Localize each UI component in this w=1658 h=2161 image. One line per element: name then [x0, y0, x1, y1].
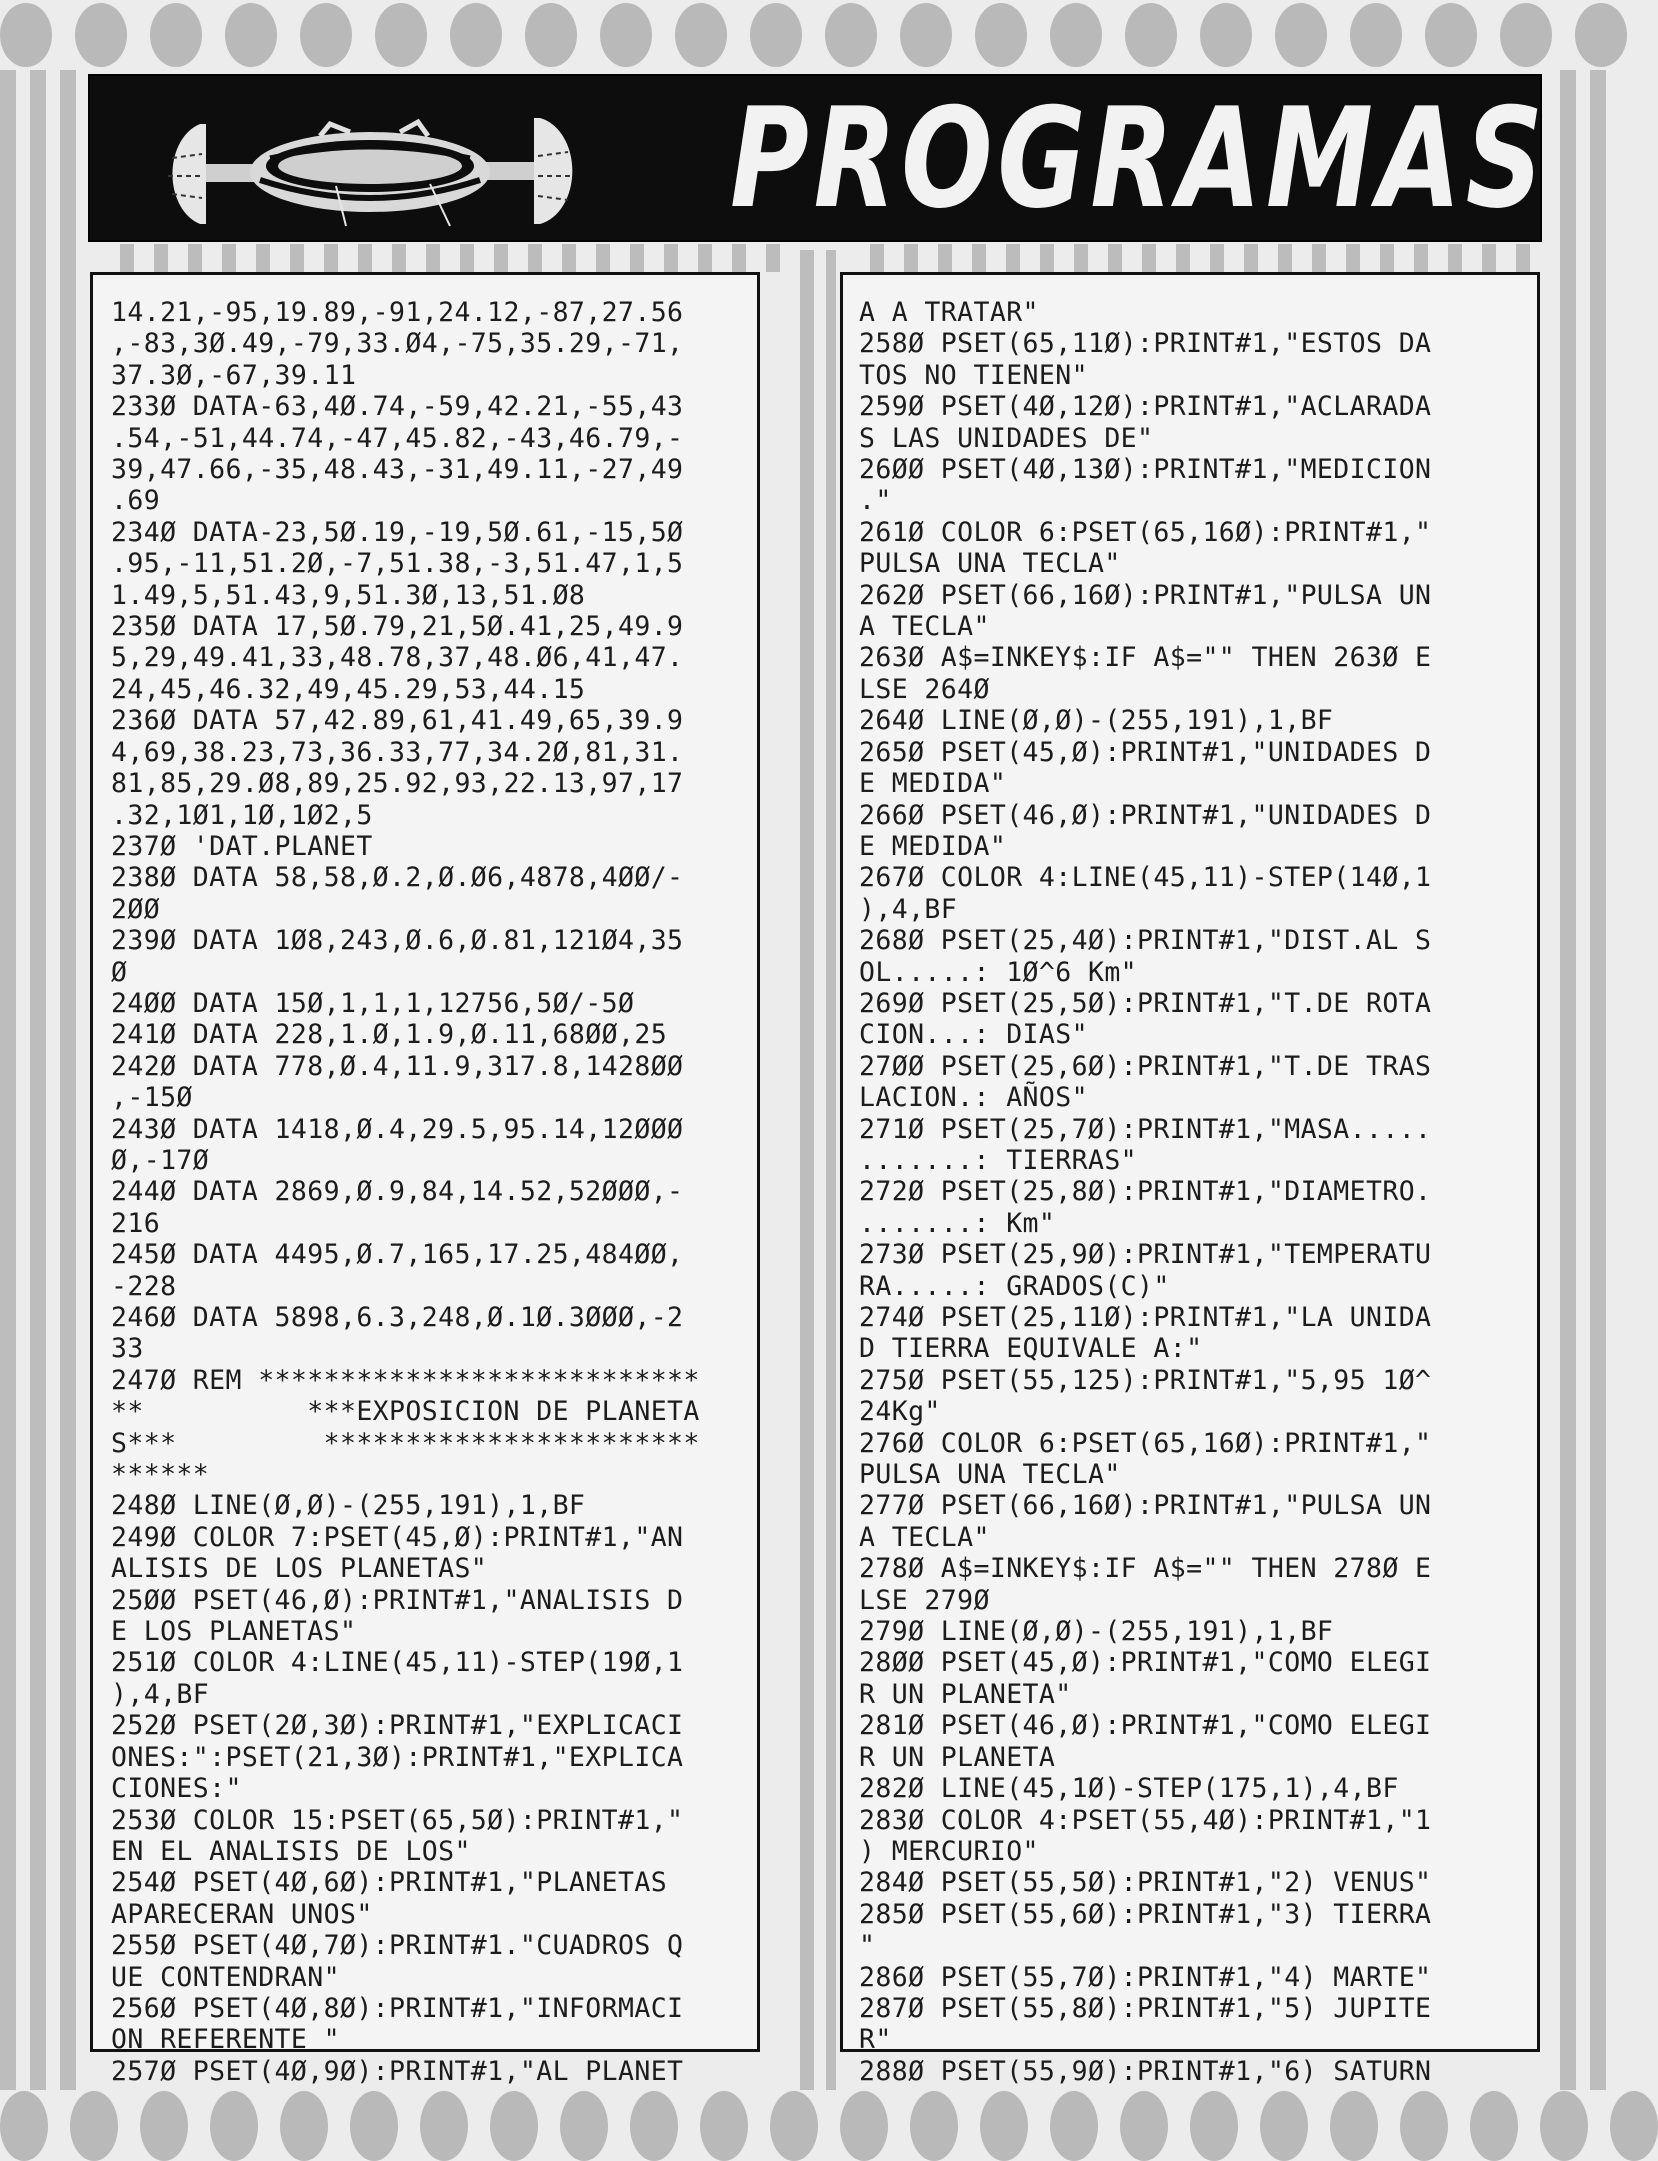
decorative-dot: [1500, 3, 1552, 67]
code-line: 233Ø DATA-63,4Ø.74,-59,42.21,-55,43: [111, 391, 684, 423]
decorative-stripe: [426, 244, 440, 272]
decorative-dot: [1425, 3, 1477, 67]
code-line: ": [859, 1930, 876, 1962]
code-line: CION...: DIAS": [859, 1019, 1088, 1051]
code-line: 252Ø PSET(2Ø,3Ø):PRINT#1,"EXPLICACI: [111, 1710, 684, 1742]
code-line: 37.3Ø,-67,39.11: [111, 359, 357, 391]
decorative-stripe: [324, 244, 338, 272]
code-line: LACION.: AÑOS": [859, 1082, 1088, 1114]
decorative-stripe: [120, 244, 134, 272]
decorative-dot: [300, 3, 352, 67]
decorative-dot: [980, 2091, 1028, 2161]
decorative-dot: [750, 3, 802, 67]
code-line: 272Ø PSET(25,8Ø):PRINT#1,"DIAMETRO.: [859, 1176, 1432, 1208]
code-line: 283Ø COLOR 4:PSET(55,4Ø):PRINT#1,"1: [859, 1804, 1432, 1836]
code-line: RA.....: GRADOS(C)": [859, 1270, 1170, 1302]
decorative-dot: [1190, 2091, 1238, 2161]
section-header-banner: [88, 74, 1548, 242]
decorative-stripe: [1142, 244, 1156, 272]
code-line: 261Ø COLOR 6:PSET(65,16Ø):PRINT#1,": [859, 516, 1432, 548]
decorative-dot: [420, 2091, 468, 2161]
bottom-dot-border: [0, 2088, 1620, 2158]
code-line: 28ØØ PSET(45,Ø):PRINT#1,"COMO ELEGI: [859, 1647, 1432, 1679]
code-line: 239Ø DATA 1Ø8,243,Ø.6,Ø.81,121Ø4,35: [111, 925, 684, 957]
code-line: 241Ø DATA 228,1.Ø,1.9,Ø.11,68ØØ,25: [111, 1019, 668, 1051]
code-line: E LOS PLANETAS": [111, 1616, 357, 1648]
code-line: A A TRATAR": [859, 297, 1039, 328]
code-line: .32,1Ø1,1Ø,1Ø2,5: [111, 799, 373, 831]
code-line: 26ØØ PSET(4Ø,13Ø):PRINT#1,"MEDICION: [859, 454, 1432, 486]
code-line: ,-83,3Ø.49,-79,33.Ø4,-75,35.29,-71,: [111, 328, 684, 360]
decorative-stripe: [870, 244, 884, 272]
top-dot-border: [0, 0, 1620, 70]
header-underline-stripes-left: [120, 244, 800, 272]
code-line: 275Ø PSET(55,125):PRINT#1,"5,95 1Ø^: [859, 1364, 1432, 1396]
decorative-dot: [1330, 2091, 1378, 2161]
code-line: 259Ø PSET(4Ø,12Ø):PRINT#1,"ACLARADA: [859, 391, 1432, 423]
decorative-stripe: [358, 244, 372, 272]
decorative-stripe: [1040, 244, 1054, 272]
code-line: 237Ø 'DAT.PLANET: [111, 830, 373, 862]
code-listing-left-column: [90, 272, 760, 2087]
code-line: 267Ø COLOR 4:LINE(45,11)-STEP(14Ø,1: [859, 862, 1432, 894]
code-line: 276Ø COLOR 6:PSET(65,16Ø):PRINT#1,": [859, 1427, 1432, 1459]
decorative-stripe: [1074, 244, 1088, 272]
decorative-dot: [840, 2091, 888, 2161]
right-stripe-border: [1560, 70, 1620, 2090]
decorative-dot: [525, 3, 577, 67]
decorative-stripe: [1380, 244, 1394, 272]
code-line: 279Ø LINE(Ø,Ø)-(255,191),1,BF: [859, 1616, 1334, 1648]
code-line: 5,29,49.41,33,48.78,37,48.Ø6,41,47.: [111, 642, 684, 674]
code-line: A TECLA": [859, 611, 990, 643]
code-line: 256Ø PSET(4Ø,8Ø):PRINT#1,"INFORMACI: [111, 1992, 684, 2024]
decorative-stripe: [1482, 244, 1496, 272]
code-line: Ø: [111, 956, 128, 988]
code-line: ** ***EXPOSICION DE PLANETA: [111, 1396, 700, 1428]
decorative-dot: [70, 2091, 118, 2161]
decorative-stripe: [1346, 244, 1360, 272]
decorative-dot: [490, 2091, 538, 2161]
decorative-stripe: [596, 244, 610, 272]
code-line: 246Ø DATA 5898,6.3,248,Ø.1Ø.3ØØØ,-2: [111, 1302, 684, 1333]
code-line: .69: [111, 485, 161, 517]
code-line: 271Ø PSET(25,7Ø):PRINT#1,"MASA.....: [859, 1113, 1432, 1145]
code-line: 216: [111, 1207, 161, 1239]
code-line: ),4,BF: [111, 1678, 210, 1710]
decorative-stripe: [188, 244, 202, 272]
code-line: PULSA UNA TECLA": [859, 548, 1121, 580]
code-line: 253Ø COLOR 15:PSET(65,5Ø):PRINT#1,": [111, 1804, 684, 1836]
code-line: S*** ***********************: [111, 1427, 700, 1459]
decorative-dot: [1540, 2091, 1588, 2161]
decorative-dot: [600, 3, 652, 67]
decorative-dot: [140, 2091, 188, 2161]
decorative-dot: [350, 2091, 398, 2161]
decorative-dot: [630, 2091, 678, 2161]
code-line: PULSA UNA TECLA": [859, 1459, 1121, 1491]
decorative-dot: [0, 2091, 48, 2161]
code-line: ON REFERENTE ": [111, 2024, 340, 2056]
code-line: .......: Km": [859, 1207, 1056, 1239]
code-line: D TIERRA EQUIVALE A:": [859, 1333, 1203, 1365]
basic-code-block: [859, 297, 1537, 2087]
header-underline-stripes-right: [870, 244, 1550, 272]
code-line: 288Ø PSET(55,9Ø):PRINT#1,"6) SATURN: [859, 2055, 1432, 2087]
decorative-stripe: [528, 244, 542, 272]
decorative-stripe: [1210, 244, 1224, 272]
code-line: 277Ø PSET(66,16Ø):PRINT#1,"PULSA UN: [859, 1490, 1432, 1522]
decorative-dot: [1050, 2091, 1098, 2161]
code-listing-right-column: [840, 272, 1540, 2087]
code-line: 278Ø A$=INKEY$:IF A$="" THEN 278Ø E: [859, 1553, 1432, 1585]
code-line: ),4,BF: [859, 893, 958, 925]
code-line: S LAS UNIDADES DE": [859, 422, 1154, 454]
code-line: .......: TIERRAS": [859, 1144, 1138, 1176]
code-line: 263Ø A$=INKEY$:IF A$="" THEN 263Ø E: [859, 642, 1432, 674]
decorative-stripe: [972, 244, 986, 272]
code-line: 244Ø DATA 2869,Ø.9,84,14.52,52ØØØ,-: [111, 1176, 684, 1208]
code-line: .": [859, 485, 892, 517]
code-line: Ø,-17Ø: [111, 1144, 210, 1176]
code-line: 251Ø COLOR 4:LINE(45,11)-STEP(19Ø,1: [111, 1647, 684, 1679]
decorative-dot: [225, 3, 277, 67]
code-line: 262Ø PSET(66,16Ø):PRINT#1,"PULSA UN: [859, 579, 1432, 611]
decorative-stripe: [698, 244, 712, 272]
decorative-stripe: [938, 244, 952, 272]
decorative-dot: [375, 3, 427, 67]
code-line: 265Ø PSET(45,Ø):PRINT#1,"UNIDADES D: [859, 736, 1432, 768]
code-line: 1.49,5,51.43,9,51.3Ø,13,51.Ø8: [111, 579, 586, 611]
code-line: OL.....: 1Ø^6 Km": [859, 956, 1138, 988]
code-line: 4,69,38.23,73,36.33,77,34.2Ø,81,31.: [111, 736, 684, 768]
code-line: 282Ø LINE(45,1Ø)-STEP(175,1),4,BF: [859, 1773, 1399, 1805]
decorative-stripe: [1176, 244, 1190, 272]
decorative-stripe: [904, 244, 918, 272]
decorative-dot: [1470, 2091, 1518, 2161]
decorative-stripe: [494, 244, 508, 272]
code-line: .95,-11,51.2Ø,-7,51.38,-3,51.47,1,5: [111, 548, 684, 580]
decorative-stripe: [1516, 244, 1530, 272]
decorative-dot: [700, 2091, 748, 2161]
code-line: 274Ø PSET(25,11Ø):PRINT#1,"LA UNIDA: [859, 1302, 1432, 1333]
decorative-stripe: [392, 244, 406, 272]
decorative-stripe: [1448, 244, 1462, 272]
decorative-dot: [75, 3, 127, 67]
code-line: 255Ø PSET(4Ø,7Ø):PRINT#1."CUADROS Q: [111, 1930, 684, 1962]
code-line: R UN PLANETA": [859, 1678, 1072, 1710]
code-line: 287Ø PSET(55,8Ø):PRINT#1,"5) JUPITE: [859, 1992, 1432, 2024]
code-line: R": [859, 2024, 892, 2056]
decorative-stripe: [1278, 244, 1292, 272]
code-line: 257Ø PSET(4Ø,9Ø):PRINT#1,"AL PLANET: [111, 2055, 684, 2087]
decorative-dot: [1275, 3, 1327, 67]
code-line: 286Ø PSET(55,7Ø):PRINT#1,"4) MARTE": [859, 1961, 1432, 1993]
code-line: 235Ø DATA 17,5Ø.79,21,5Ø.41,25,49.9: [111, 611, 684, 643]
decorative-dot: [1575, 3, 1627, 67]
code-line: 248Ø LINE(Ø,Ø)-(255,191),1,BF: [111, 1490, 586, 1522]
code-line: 27ØØ PSET(25,6Ø):PRINT#1,"T.DE TRAS: [859, 1050, 1432, 1082]
code-line: ALISIS DE LOS PLANETAS": [111, 1553, 488, 1585]
basic-code-block: [111, 297, 757, 2087]
code-line: 249Ø COLOR 7:PSET(45,Ø):PRINT#1,"AN: [111, 1521, 684, 1553]
code-line: A TECLA": [859, 1521, 990, 1553]
code-line: 273Ø PSET(25,9Ø):PRINT#1,"TEMPERATU: [859, 1239, 1432, 1271]
decorative-dot: [1350, 3, 1402, 67]
decorative-stripe: [460, 244, 474, 272]
code-line: 269Ø PSET(25,5Ø):PRINT#1,"T.DE ROTA: [859, 987, 1432, 1019]
decorative-dot: [450, 3, 502, 67]
decorative-dot: [975, 3, 1027, 67]
code-line: .54,-51,44.74,-47,45.82,-43,46.79,-: [111, 422, 684, 454]
code-line: 39,47.66,-35,48.43,-31,49.11,-27,49: [111, 454, 684, 486]
decorative-dot: [1610, 2091, 1658, 2161]
decorative-dot: [1400, 2091, 1448, 2161]
code-line: 238Ø DATA 58,58,Ø.2,Ø.Ø6,4878,4ØØ/-: [111, 862, 684, 894]
code-line: 24Kg": [859, 1396, 941, 1428]
decorative-stripe: [630, 244, 644, 272]
decorative-dot: [1120, 2091, 1168, 2161]
decorative-dot: [150, 3, 202, 67]
decorative-stripe: [562, 244, 576, 272]
decorative-dot: [770, 2091, 818, 2161]
decorative-stripe: [732, 244, 746, 272]
code-line: 81,85,29.Ø8,89,25.92,93,22.13,97,17: [111, 768, 684, 800]
code-line: 285Ø PSET(55,6Ø):PRINT#1,"3) TIERRA: [859, 1898, 1432, 1930]
code-line: ONES:":PSET(21,3Ø):PRINT#1,"EXPLICA: [111, 1741, 684, 1773]
decorative-stripe: [1006, 244, 1020, 272]
decorative-stripe: [154, 244, 168, 272]
code-line: 284Ø PSET(55,5Ø):PRINT#1,"2) VENUS": [859, 1867, 1432, 1899]
code-line: 234Ø DATA-23,5Ø.19,-19,5Ø.61,-15,5Ø: [111, 516, 684, 548]
left-stripe-border: [0, 70, 90, 2090]
decorative-dot: [1260, 2091, 1308, 2161]
decorative-stripe: [1414, 244, 1428, 272]
decorative-stripe: [256, 244, 270, 272]
code-line: TOS NO TIENEN": [859, 359, 1088, 391]
decorative-dot: [280, 2091, 328, 2161]
code-line: 247Ø REM ***************************: [111, 1364, 700, 1396]
decorative-dot: [910, 2091, 958, 2161]
decorative-stripe: [1108, 244, 1122, 272]
code-line: ) MERCURIO": [859, 1835, 1039, 1867]
code-line: 266Ø PSET(46,Ø):PRINT#1,"UNIDADES D: [859, 799, 1432, 831]
decorative-stripe: [664, 244, 678, 272]
decorative-dot: [1125, 3, 1177, 67]
spaceship-icon: [150, 96, 590, 226]
code-line: 268Ø PSET(25,4Ø):PRINT#1,"DIST.AL S: [859, 925, 1432, 957]
decorative-dot: [1050, 3, 1102, 67]
code-line: 242Ø DATA 778,Ø.4,11.9,317.8,1428ØØ: [111, 1050, 684, 1082]
decorative-stripe: [1244, 244, 1258, 272]
decorative-dot: [825, 3, 877, 67]
decorative-stripe: [766, 244, 780, 272]
code-line: APARECERAN UNOS": [111, 1898, 373, 1930]
code-line: 254Ø PSET(4Ø,6Ø):PRINT#1,"PLANETAS: [111, 1867, 668, 1899]
decorative-dot: [1200, 3, 1252, 67]
code-line: 24ØØ DATA 15Ø,1,1,1,12756,5Ø/-5Ø: [111, 987, 635, 1019]
decorative-stripe: [1312, 244, 1326, 272]
code-line: 264Ø LINE(Ø,Ø)-(255,191),1,BF: [859, 705, 1334, 737]
page-title: PROGRAMAS: [730, 78, 1548, 239]
code-line: EN EL ANALISIS DE LOS": [111, 1835, 471, 1867]
code-line: CIONES:": [111, 1773, 242, 1805]
code-line: LSE 264Ø: [859, 673, 990, 705]
code-line: UE CONTENDRAN": [111, 1961, 340, 1993]
code-line: 258Ø PSET(65,11Ø):PRINT#1,"ESTOS DA: [859, 328, 1432, 360]
code-line: ,-15Ø: [111, 1082, 193, 1114]
decorative-stripe: [222, 244, 236, 272]
decorative-dot: [0, 3, 52, 67]
decorative-stripe: [290, 244, 304, 272]
code-line: 25ØØ PSET(46,Ø):PRINT#1,"ANALISIS D: [111, 1584, 684, 1616]
decorative-dot: [560, 2091, 608, 2161]
decorative-dot: [900, 3, 952, 67]
code-line: LSE 279Ø: [859, 1584, 990, 1616]
code-line: 281Ø PSET(46,Ø):PRINT#1,"COMO ELEGI: [859, 1710, 1432, 1742]
code-line: ******: [111, 1459, 210, 1491]
code-line: E MEDIDA": [859, 830, 1007, 862]
code-line: 24,45,46.32,49,45.29,53,44.15: [111, 673, 586, 705]
decorative-dot: [675, 3, 727, 67]
code-line: 14.21,-95,19.89,-91,24.12,-87,27.56: [111, 297, 684, 328]
code-line: E MEDIDA": [859, 768, 1007, 800]
code-line: 236Ø DATA 57,42.89,61,41.49,65,39.9: [111, 705, 684, 737]
decorative-dot: [210, 2091, 258, 2161]
code-line: 2ØØ: [111, 893, 161, 925]
code-line: 245Ø DATA 4495,Ø.7,165,17.25,484ØØ,: [111, 1239, 684, 1271]
code-line: -228: [111, 1270, 177, 1302]
code-line: R UN PLANETA: [859, 1741, 1056, 1773]
code-line: 243Ø DATA 1418,Ø.4,29.5,95.14,12ØØØ: [111, 1113, 684, 1145]
code-line: 33: [111, 1333, 144, 1365]
